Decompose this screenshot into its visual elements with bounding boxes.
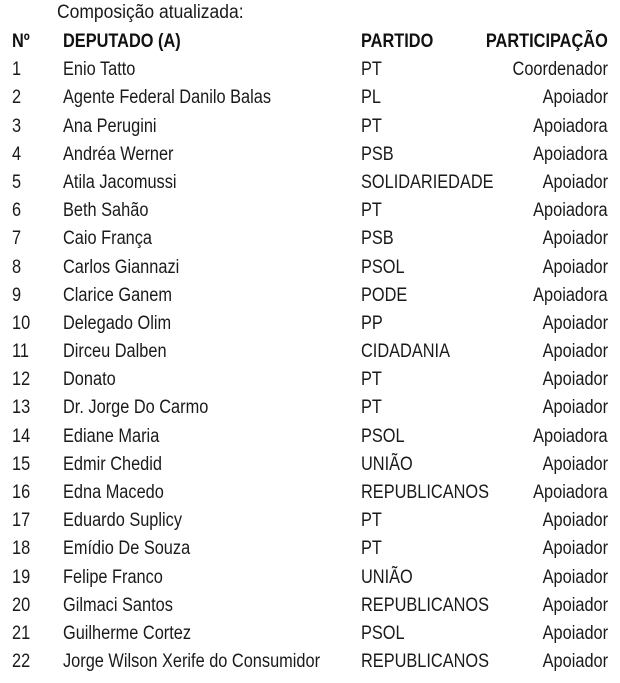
party-name: UNIÃO <box>361 566 413 588</box>
participation-role: Apoiadora <box>533 200 608 222</box>
table-row <box>0 620 620 648</box>
table-row <box>0 592 620 620</box>
deputy-name: Agente Federal Danilo Balas <box>63 87 272 109</box>
deputy-name: Enio Tatto <box>63 59 136 81</box>
participation-role: Apoiadora <box>533 143 608 165</box>
row-number: 10 <box>12 312 31 334</box>
deputy-name: Edna Macedo <box>63 482 164 503</box>
participation-role: Apoiadora <box>533 482 608 503</box>
party-name: PT <box>361 369 382 391</box>
deputy-name: Felipe Franco <box>63 566 163 588</box>
table-row <box>0 479 620 507</box>
deputy-name: Caio França <box>63 228 153 250</box>
table-row <box>0 564 620 592</box>
row-number: 11 <box>12 341 29 363</box>
table-row <box>0 254 620 282</box>
deputy-name: Guilherme Cortez <box>63 622 192 644</box>
party-name: REPUBLICANOS <box>361 651 490 673</box>
party-name: REPUBLICANOS <box>361 594 490 616</box>
table-row <box>0 366 620 394</box>
participation-role: Apoiador <box>542 369 608 391</box>
party-name: PSOL <box>361 622 405 644</box>
row-number: 3 <box>12 115 22 137</box>
participation-role: Apoiador <box>542 510 608 532</box>
deputy-name: Dirceu Dalben <box>63 341 167 363</box>
row-number: 16 <box>12 482 31 503</box>
deputy-name: Jorge Wilson Xerife do Consumidor <box>63 651 321 673</box>
party-name: PT <box>361 115 382 137</box>
row-number: 12 <box>12 369 31 391</box>
row-number: 17 <box>12 510 31 532</box>
deputy-name: Andréa Werner <box>63 143 174 165</box>
participation-role: Apoiadora <box>533 425 608 447</box>
table-row <box>0 113 620 141</box>
intro-text: Composição atualizada: <box>57 2 244 23</box>
party-name: PT <box>361 538 382 560</box>
party-name: UNIÃO <box>361 453 413 475</box>
participation-role: Apoiador <box>542 651 608 673</box>
table-row <box>0 169 620 197</box>
table-row <box>0 56 620 84</box>
row-number: 2 <box>12 87 22 109</box>
table-row <box>0 282 620 310</box>
participation-role: Apoiador <box>542 228 608 250</box>
party-name: PT <box>361 397 382 419</box>
participation-role: Apoiadora <box>533 115 608 137</box>
row-number: 7 <box>12 228 22 250</box>
party-name: REPUBLICANOS <box>361 482 490 503</box>
deputy-name: Donato <box>63 369 116 391</box>
deputy-name: Eduardo Suplicy <box>63 510 183 532</box>
table-row <box>0 451 620 479</box>
participation-role: Coordenador <box>512 59 608 81</box>
participation-role: Apoiador <box>542 538 608 560</box>
table-row <box>0 141 620 169</box>
deputy-name: Dr. Jorge Do Carmo <box>63 397 209 419</box>
row-number: 21 <box>12 622 31 644</box>
row-number: 1 <box>12 59 22 81</box>
participation-role: Apoiador <box>542 171 608 193</box>
party-name: PSOL <box>361 256 405 278</box>
participation-role: Apoiador <box>542 87 608 109</box>
header-party: PARTIDO <box>361 31 434 52</box>
deputy-name: Carlos Giannazi <box>63 256 180 278</box>
row-number: 13 <box>12 397 31 419</box>
party-name: SOLIDARIEDADE <box>361 171 494 193</box>
deputy-name: Atila Jacomussi <box>63 171 177 193</box>
participation-role: Apoiador <box>542 594 608 616</box>
deputy-name: Ana Perugini <box>63 115 157 137</box>
row-number: 19 <box>12 566 31 588</box>
party-name: PSB <box>361 228 394 250</box>
participation-role: Apoiador <box>542 397 608 419</box>
deputy-name: Beth Sahão <box>63 200 149 222</box>
table-body <box>0 56 620 676</box>
table-row <box>0 648 620 676</box>
table-row <box>0 84 620 112</box>
row-number: 18 <box>12 538 31 560</box>
deputy-name: Gilmaci Santos <box>63 594 173 616</box>
deputy-name: Emídio De Souza <box>63 538 191 560</box>
deputy-name: Delegado Olim <box>63 312 172 334</box>
row-number: 15 <box>12 453 31 475</box>
party-name: PT <box>361 59 382 81</box>
table-row <box>0 197 620 225</box>
table-row <box>0 225 620 253</box>
party-name: PL <box>361 87 381 109</box>
party-name: CIDADANIA <box>361 341 450 363</box>
participation-role: Apoiador <box>542 453 608 475</box>
table-header-row <box>0 28 620 56</box>
members-table <box>0 28 620 676</box>
row-number: 14 <box>12 425 31 447</box>
row-number: 6 <box>12 200 22 222</box>
deputy-name: Edmir Chedid <box>63 453 162 475</box>
party-name: PSB <box>361 143 394 165</box>
table-row <box>0 535 620 563</box>
row-number: 4 <box>12 143 22 165</box>
participation-role: Apoiador <box>542 341 608 363</box>
row-number: 20 <box>12 594 31 616</box>
participation-role: Apoiador <box>542 312 608 334</box>
table-row <box>0 310 620 338</box>
row-number: 9 <box>12 284 22 306</box>
deputy-name: Ediane Maria <box>63 425 160 447</box>
row-number: 8 <box>12 256 22 278</box>
table-row <box>0 338 620 366</box>
header-number: Nº <box>12 31 30 52</box>
participation-role: Apoiador <box>542 622 608 644</box>
participation-role: Apoiador <box>542 566 608 588</box>
participation-role: Apoiador <box>542 256 608 278</box>
row-number: 5 <box>12 171 22 193</box>
table-row <box>0 394 620 422</box>
party-name: PSOL <box>361 425 405 447</box>
table-row <box>0 423 620 451</box>
header-participation: PARTICIPAÇÃO <box>486 31 608 52</box>
table-row <box>0 507 620 535</box>
row-number: 22 <box>12 651 31 673</box>
header-deputy: DEPUTADO (A) <box>63 31 181 52</box>
party-name: PODE <box>361 284 408 306</box>
participation-role: Apoiadora <box>533 284 608 306</box>
party-name: PP <box>361 312 383 334</box>
party-name: PT <box>361 510 382 532</box>
party-name: PT <box>361 200 382 222</box>
deputy-name: Clarice Ganem <box>63 284 172 306</box>
